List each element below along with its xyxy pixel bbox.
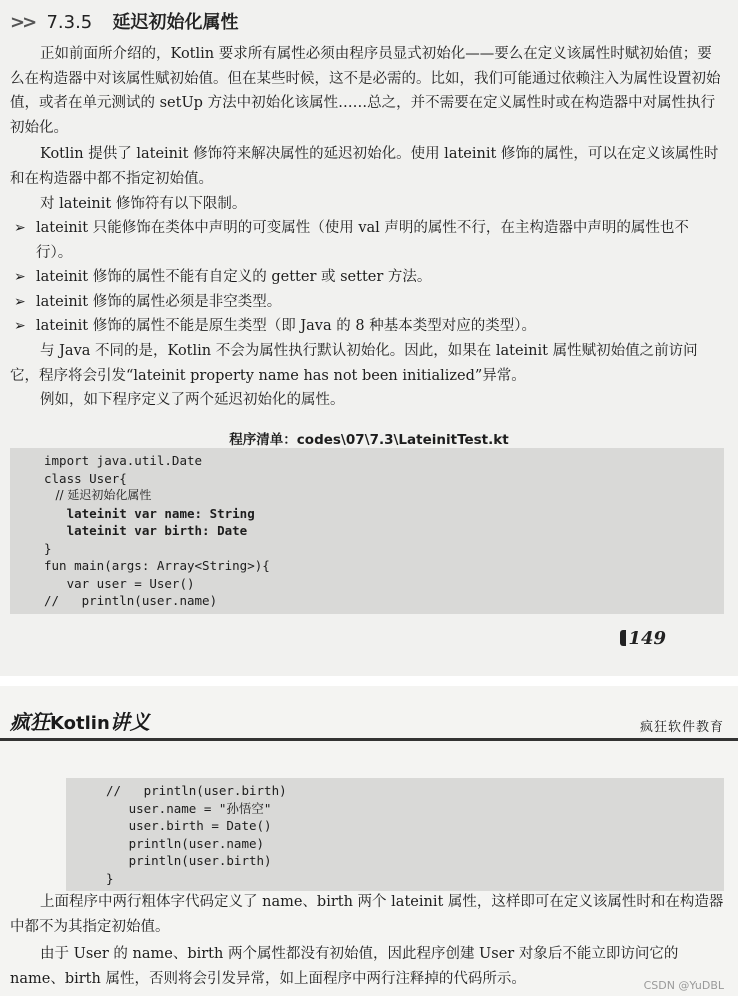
list-item (14, 216, 722, 265)
bullet-arrow-icon: ➢ (14, 220, 26, 236)
code-line: user.birth = Date() (106, 818, 272, 833)
section-title: 延迟初始化属性 (112, 12, 239, 33)
restriction-list (14, 216, 722, 339)
paragraph-restrictions-intro: 对 lateinit 修饰符有以下限制。 (40, 196, 247, 212)
code-line-bold: lateinit var name: String (44, 505, 255, 521)
code-line: // println(user.birth) (106, 783, 287, 798)
list-item-text: lateinit 修饰的属性必须是非空类型。 (36, 293, 282, 310)
section-number: 7.3.5 (46, 12, 93, 33)
page-number: 149 (620, 628, 666, 649)
header-divider (0, 738, 738, 741)
code-listing-continued (66, 778, 724, 891)
paragraph-default-init: 与 Java 不同的是，Kotlin 不会为属性执行默认初始化。因此，如果在 lateinit 属性赋初始值之前访问它，程序将会引发“lateinit property name has not been initialized”异常。 (10, 343, 698, 384)
code-listing (10, 448, 724, 614)
section-arrows: >> (10, 12, 35, 33)
paragraph-explanation: 上面程序中两行粗体字代码定义了 name、birth 两个 lateinit 属性，这样即可在定义该属性时和在构造器中都不为其指定初始值。 (10, 894, 724, 935)
listing-caption: 程序清单：codes\07\7.3\LateinitTest.kt (229, 432, 509, 448)
paragraph-intro: 正如前面所介绍的，Kotlin 要求所有属性必须由程序员显式初始化——要么在定义该属性时赋初始值；要么在构造器中对该属性赋初始值。但在某些时候，这不是必需的。比如，我们可能通过依赖注入为属性设置初始值，或者在单元测试的 setUp 方法中初始化该属性……总之，并不需要在定义属性时或在构造器中对属性执行初始化。 (10, 46, 721, 136)
list-item (14, 314, 722, 339)
paragraph-exception-note: 由于 User 的 name、birth 两个属性都没有初始值，因此程序创建 User 对象后不能立即访问它的 name、birth 属性，否则将会引发异常，如上面程序中两行注释掉的代码所示。 (10, 946, 679, 987)
paragraph-lateinit-intro: Kotlin 提供了 lateinit 修饰符来解决属性的延迟初始化。使用 lateinit 修饰的属性，可以在定义该属性时和在构造器中都不指定初始值。 (10, 146, 719, 187)
page-tab-icon (620, 630, 626, 646)
code-line: var user = User() (44, 575, 195, 591)
bullet-arrow-icon: ➢ (14, 269, 26, 285)
book-brand-logo: 疯狂Kotlin讲义 (10, 710, 150, 734)
list-item (14, 265, 722, 290)
list-item-text: lateinit 只能修饰在类体中声明的可变属性（使用 val 声明的属性不行，在主构造器中声明的属性也不行）。 (36, 220, 689, 261)
list-item-text: lateinit 修饰的属性不能是原生类型（即 Java 的 8 种基本类型对应的类型）。 (36, 318, 536, 334)
book-page-next (0, 686, 738, 996)
watermark: CSDN @YuDBL (643, 979, 724, 992)
code-line: import java.util.Date (44, 453, 203, 468)
code-line: println(user.name) (106, 835, 265, 851)
code-line: } (44, 540, 52, 556)
code-line-bold: lateinit var birth: Date (44, 523, 248, 538)
bullet-arrow-icon: ➢ (14, 318, 26, 334)
section-heading (10, 8, 239, 34)
code-line: user.name = "孙悟空" (106, 800, 272, 816)
code-line: // 延迟初始化属性 (44, 488, 152, 502)
list-item-text: lateinit 修饰的属性不能有自定义的 getter 或 setter 方法。 (36, 269, 432, 285)
code-line: println(user.birth) (106, 853, 272, 868)
code-line: // println(user.name) (44, 593, 218, 608)
bullet-arrow-icon: ➢ (14, 293, 26, 310)
code-line: fun main(args: Array<String>){ (44, 558, 270, 573)
publisher-name: 疯狂软件教育 (639, 720, 724, 735)
list-item (14, 290, 722, 315)
code-line: class User{ (44, 470, 127, 486)
paragraph-example-intro: 例如，如下程序定义了两个延迟初始化的属性。 (40, 392, 345, 408)
code-line: } (106, 870, 114, 886)
